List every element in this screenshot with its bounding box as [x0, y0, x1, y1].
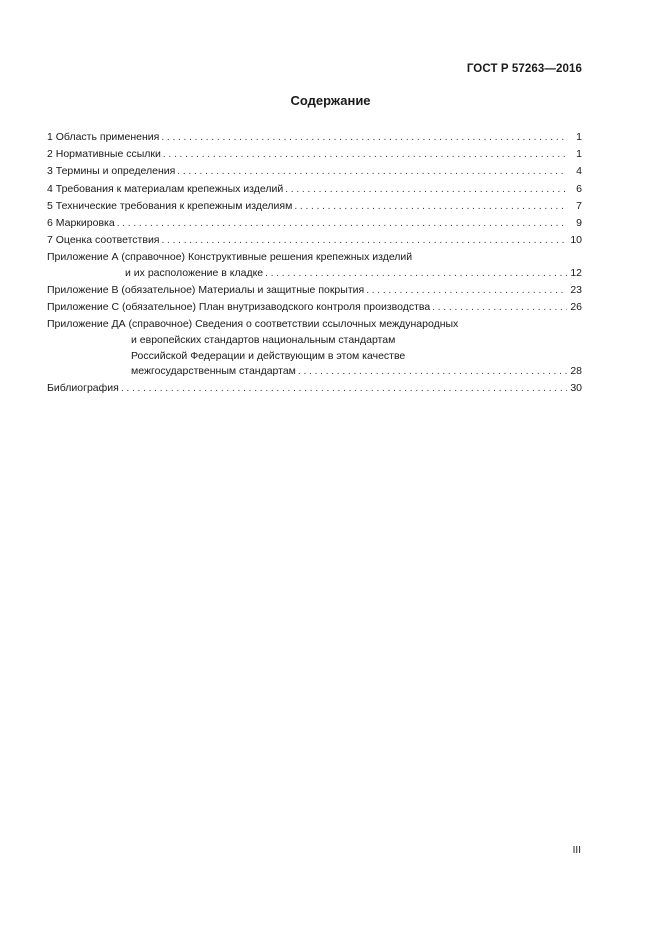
toc-entry-label: Приложение В (обязательное) Материалы и защитные покрытия	[47, 284, 365, 297]
toc-entry-label: 3 Термины и определения	[47, 165, 176, 178]
toc-entry-label: 6 Маркировка	[47, 216, 115, 229]
toc-page-number: 23	[570, 284, 582, 297]
toc-entry-annex-b[interactable]	[47, 283, 582, 299]
toc-entry-technical-requirements[interactable]	[47, 199, 582, 215]
toc-leader	[285, 182, 567, 198]
toc-leader	[163, 147, 567, 163]
toc-leader	[121, 381, 567, 397]
toc-page-number: 9	[576, 216, 582, 229]
document-code: ГОСТ Р 57263—2016	[466, 63, 582, 75]
toc-entry-terms[interactable]	[47, 164, 582, 180]
toc-entry-label: 2 Нормативные ссылки	[47, 148, 161, 161]
toc-entry-label: 1 Область применения	[47, 131, 160, 143]
table-of-contents	[47, 130, 582, 399]
toc-title: Содержание	[290, 93, 371, 108]
toc-leader	[294, 199, 567, 215]
toc-entry-label: 5 Технические требования к крепежным изделиям	[47, 199, 293, 212]
toc-entry-label: 4 Требования к материалам крепежных изделий	[47, 182, 284, 195]
toc-leader	[366, 283, 567, 299]
toc-entry-annex-c[interactable]	[47, 300, 582, 316]
toc-entry-label: Приложение ДА (справочное) Сведения о соответствии ссылочных международных	[47, 318, 459, 331]
toc-leader	[161, 130, 567, 146]
toc-entry-label: Приложение С (обязательное) План внутризаводского контроля производства	[47, 301, 431, 314]
page-number-footer: III	[572, 845, 581, 856]
toc-page-number: 6	[576, 182, 582, 195]
toc-page-number: 26	[570, 301, 582, 314]
toc-page-number: 12	[570, 266, 582, 279]
toc-entry-material-requirements[interactable]	[47, 182, 582, 198]
toc-entry-label: Приложение А (справочное) Конструктивные решения крепежных изделий	[47, 251, 413, 264]
toc-entry-conformity-assessment[interactable]	[47, 233, 582, 249]
toc-page-number: 7	[576, 199, 582, 212]
toc-leader	[117, 216, 567, 232]
toc-entry-label-continuation: межгосударственным стандартам	[131, 365, 296, 378]
toc-leader	[298, 364, 567, 380]
toc-entry-label: 7 Оценка соответствия	[47, 234, 160, 247]
toc-leader	[265, 266, 567, 282]
toc-leader	[432, 300, 567, 316]
toc-page-number: 1	[576, 131, 582, 143]
toc-entry-label-continuation: и европейских стандартов национальным стандартам	[131, 334, 396, 347]
toc-entry-label-continuation: и их расположение в кладке	[125, 266, 264, 279]
toc-page-number: 4	[576, 165, 582, 178]
toc-entry-scope[interactable]	[47, 130, 582, 146]
toc-leader	[162, 233, 568, 249]
toc-page-number: 1	[576, 148, 582, 161]
toc-entry-label-continuation: Российской Федерации и действующим в этом качестве	[131, 349, 406, 362]
toc-entry-annex-a[interactable]	[47, 250, 582, 281]
toc-page-number: 30	[570, 382, 582, 395]
toc-page-number: 28	[570, 365, 582, 378]
toc-entry-normative-references[interactable]	[47, 147, 582, 163]
toc-page-number: 10	[570, 234, 582, 247]
toc-entry-label: Библиография	[47, 382, 119, 395]
toc-entry-annex-da[interactable]	[47, 317, 582, 379]
toc-entry-bibliography[interactable]	[47, 381, 582, 397]
toc-entry-marking[interactable]	[47, 216, 582, 232]
toc-leader	[177, 164, 567, 180]
